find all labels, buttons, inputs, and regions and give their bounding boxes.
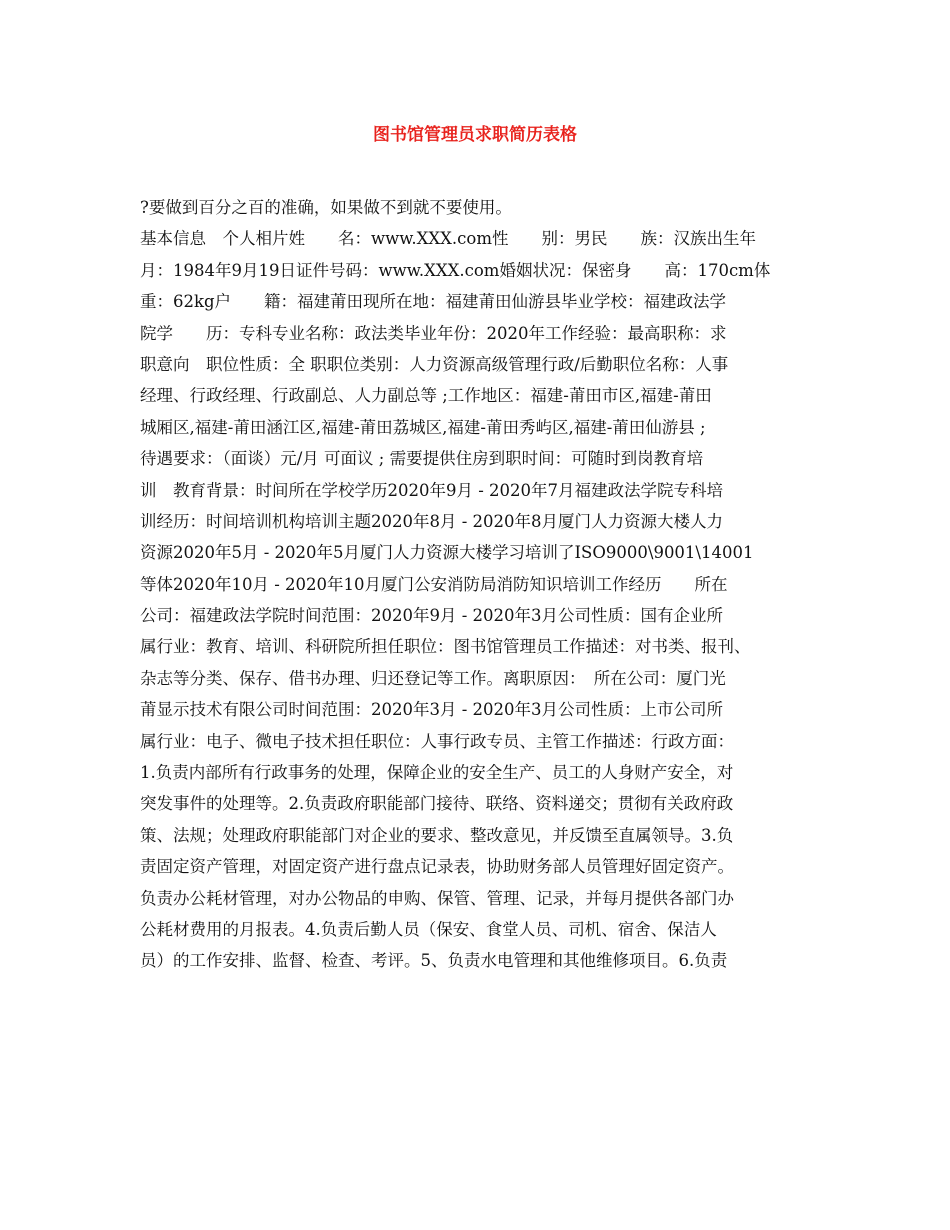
body-line: 属行业：电子、微电子技术担任职位：人事行政专员、主管工作描述：行政方面： [140,731,734,751]
body-line: 月：1984年9月19日证件号码：www.XXX.com婚姻状况：保密身 高：170cm体 [140,260,771,280]
body-line: 属行业：教育、培训、科研院所担任职位：图书馆管理员工作描述：对书类、报刊、 [140,637,751,657]
body-line: 城厢区,福建-莆田涵江区,福建-莆田荔城区,福建-莆田秀屿区,福建-莆田仙游县 ; [140,417,706,437]
body-line: 职意向 职位性质：全 职职位类别：人力资源高级管理行政/后勤职位名称：人事 [140,354,729,374]
body-line: 公耗材费用的月报表。4.负责后勤人员（保安、食堂人员、司机、宿舍、保洁人 [140,919,717,939]
body-line: ?要做到百分之百的准确，如果做不到就不要使用。 [140,198,512,217]
body-line: 公司：福建政法学院时间范围：2020年9月 - 2020年3月公司性质：国有企业所 [140,606,724,626]
document-title: 图书馆管理员求职简历表格 [373,125,577,145]
body-line: 莆显示技术有限公司时间范围：2020年3月 - 2020年3月公司性质：上市公司所 [140,700,724,720]
body-line: 杂志等分类、保存、借书办理、归还登记等工作。离职原因： 所在公司：厦门光 [140,668,726,688]
document-body [140,192,816,977]
body-line: 突发事件的处理等。2.负责政府职能部门接待、联络、资料递交；贯彻有关政府政 [140,794,734,814]
body-line: 训 教育背景：时间所在学校学历2020年9月 - 2020年7月福建政法学院专科培 [140,480,724,500]
body-line: 经理、行政经理、行政副总、人力副总等 ;工作地区：福建-莆田市区,福建-莆田 [140,386,712,406]
body-line: 基本信息 个人相片姓 名：www.XXX.com性 别：男民 族：汉族出生年 [140,229,756,249]
body-line: 院学 历：专科专业名称：政法类毕业年份：2020年工作经验：最高职称：求 [140,323,727,343]
body-line: 1.负责内部所有行政事务的处理，保障企业的安全生产、员工的人身财产安全，对 [140,763,734,783]
body-line: 待遇要求：（面谈）元/月 可面议 ; 需要提供住房到职时间：可随时到岗教育培 [140,449,704,469]
body-line: 员）的工作安排、监督、检查、考评。5、负责水电管理和其他维修项目。6.负责 [140,951,728,971]
body-line: 重：62kg户 籍：福建莆田现所在地：福建莆田仙游县毕业学校：福建政法学 [140,292,727,312]
body-line: 策、法规；处理政府职能部门对企业的要求、整改意见，并反馈至直属领导。3.负 [140,825,734,845]
body-line: 训经历：时间培训机构培训主题2020年8月 - 2020年8月厦门人力资源大楼人力 [140,511,724,531]
body-line: 责固定资产管理，对固定资产进行盘点记录表，协助财务部人员管理好固定资产。 [140,857,734,877]
body-line: 等体2020年10月 - 2020年10月厦门公安消防局消防知识培训工作经历 所在 [140,574,728,594]
body-line: 资源2020年5月 - 2020年5月厦门人力资源大楼学习培训了ISO9000\9001\14001 [140,543,754,563]
body-line: 负责办公耗材管理，对办公物品的申购、保管、管理、记录，并每月提供各部门办 [140,888,734,908]
